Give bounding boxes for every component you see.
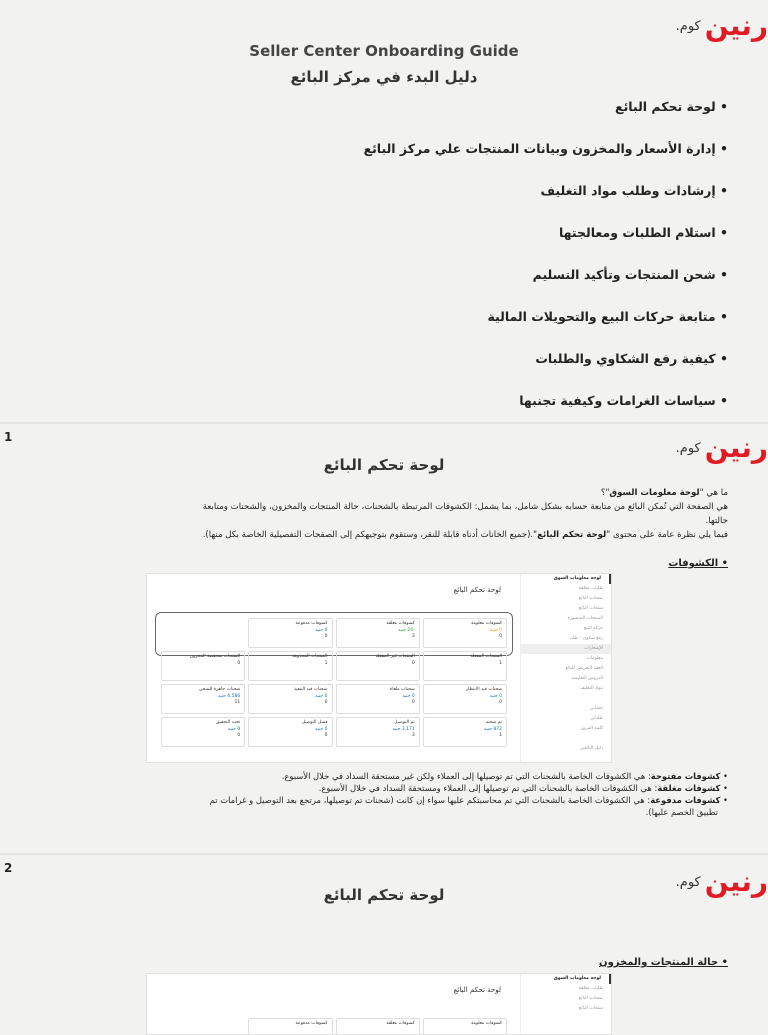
stat-label: المنتجات المفعلة (470, 654, 502, 659)
intro-question-bold: لوحة معلومات السوق (609, 488, 700, 498)
sidebar-nav-item[interactable]: طلباتي (590, 716, 603, 721)
toc-item[interactable]: • لوحة تحكم البائع (364, 99, 728, 141)
sidebar-nav-item[interactable]: حسابي (589, 706, 603, 711)
stat-card[interactable] (161, 651, 245, 681)
brand-suffix: .كوم (675, 18, 701, 34)
stat-amount: -24 جنيه (398, 628, 415, 633)
toc-item[interactable]: • سياسات الغرامات وكيفية تجنبها (364, 393, 728, 435)
sidebar-nav-item[interactable]: كلمة المرور (580, 726, 603, 731)
stats-grid (161, 618, 507, 747)
stat-count: 11 (234, 700, 241, 705)
stat-label: المنتجات المحذوفة (292, 654, 328, 659)
definition-term: كشوفات مفتوحة (650, 771, 721, 781)
stat-card[interactable] (248, 684, 332, 714)
page-separator (0, 422, 768, 424)
intro-line: حالتها. (705, 516, 728, 526)
stat-label: شحنات جاهزة للشحن (199, 687, 241, 692)
sidebar-nav-item[interactable]: طلبات معلقة (578, 586, 603, 591)
screenshot-sidebar (520, 974, 611, 1034)
brand-name: رنين (704, 431, 768, 464)
stat-card[interactable] (248, 651, 332, 681)
stat-label: فشل التوصيل (301, 720, 328, 725)
sidebar-nav-item[interactable]: معلومات (586, 656, 603, 661)
stat-label: كشوفات معلومة (471, 621, 502, 626)
screenshot-sidebar (520, 574, 611, 762)
section-heading-products: • حالة المنتجات والمخزون (599, 957, 728, 968)
stat-label: المنتجات غير المفعلة (375, 654, 415, 659)
definition-text: : هي الكشوفات الخاصة بالشحنات التي تم توصيلها إلى العملاء ومستحقة السداد في خلال الأسبوع. (318, 783, 658, 793)
stat-label: شحنات قيد التنفيذ (293, 687, 328, 692)
stat-amount: 3,171 جنيه (392, 727, 415, 732)
stat-label: كشوفات مدفوعة (295, 1021, 328, 1026)
sidebar-nav-item[interactable]: الإشعارات (521, 644, 611, 654)
stat-card[interactable] (336, 651, 420, 681)
sidebar-nav-item[interactable]: رفع شكوى - طلب (568, 636, 603, 641)
page-separator (0, 853, 768, 855)
stat-count: 0 (237, 661, 241, 666)
definition-text: : هي الكشوفات الخاصة بالشحنات التي تم محاسبتكم عليها سواء إن كانت (شحنات تم توصيلها، مرتجع بعد التوصيل و غرامات تم (209, 795, 651, 805)
stat-card[interactable] (336, 717, 420, 747)
section-title: لوحة تحكم البائع (323, 456, 445, 474)
stat-card[interactable] (423, 684, 507, 714)
definition-item (28, 794, 728, 806)
stat-card[interactable] (248, 717, 332, 747)
sidebar-nav-item[interactable]: لوحة معلومات السوق (521, 974, 611, 984)
brand-suffix: .كوم (675, 440, 701, 456)
brand-name: رنين (704, 9, 768, 42)
toc-item[interactable]: • متابعة حركات البيع والتحويلات المالية (364, 309, 728, 351)
toc-item[interactable]: • إدارة الأسعار والمخزون وبيانات المنتجات علي مركز البائع (364, 141, 728, 183)
intro-line3-prefix: فيما يلي نظرة عامة على محتوى " (606, 530, 728, 540)
definition-text: : هي الكشوفات الخاصة بالشحنات التي تم توصيلها إلى العملاء ولكن غير مستحقة السداد في خلال الأسبوع. (281, 771, 651, 781)
stat-count: 0 (411, 700, 415, 705)
toc-item[interactable]: • كيفية رفع الشكاوي والطلبات (364, 351, 728, 393)
sidebar-nav-item[interactable] (521, 694, 611, 704)
intro-line: هي الصفحة التي تُمكن البائع من متابعة حسابه بشكل شامل، بما يشمل: الكشوفات المرتبطة بالشحنات، حالة المنتجات والمخزون، والشحنات ومتابعة (202, 502, 728, 512)
sidebar-nav-item[interactable]: دليل البائعين (579, 746, 603, 751)
stat-label: كشوفات معلقة (386, 1021, 415, 1026)
brand-logo (675, 9, 768, 42)
stat-amount: 0 جنيه (315, 727, 328, 732)
sidebar-nav-item[interactable]: لوحة معلومات السوق (521, 574, 611, 584)
stat-label: تم شحنه (485, 720, 502, 725)
definition-item (28, 770, 728, 782)
stat-card[interactable] (423, 717, 507, 747)
sidebar-nav-item[interactable]: حركة البيع (584, 626, 603, 631)
stat-label: تم التوصيل (394, 720, 415, 725)
stat-card[interactable] (423, 651, 507, 681)
definition-term: كشوفات مغلقة (657, 783, 721, 793)
stat-card[interactable] (336, 1018, 420, 1035)
stat-count: 0 (237, 733, 241, 738)
intro-line3-suffix: ".(جميع الخانات أدناه قابلة للنقر، وستقوم بتوجيهكم إلى الصفحات التفصيلية الخاصة بكل منها). (202, 530, 538, 540)
stat-count: 1 (499, 733, 502, 738)
statement-definitions (28, 770, 728, 818)
sidebar-nav-item[interactable]: العقد التعريفي للبائع (565, 666, 603, 671)
stat-amount: 6,586 جنيه (218, 694, 241, 699)
stat-label: تحت التحقيق (215, 720, 241, 725)
sidebar-nav-item[interactable]: مواد التغليف (579, 686, 603, 691)
stat-count: 0 (411, 661, 415, 666)
definition-item (28, 782, 728, 794)
stat-amount: 0 جنيه (489, 694, 502, 699)
stat-label: كشوفات مدفوعة (295, 621, 328, 626)
stat-amount: 0 جنيه (315, 628, 328, 633)
dashboard-screenshot (146, 973, 612, 1035)
stat-card[interactable] (161, 684, 245, 714)
stat-count: 3 (411, 733, 415, 738)
guide-title-ar: دليل البدء في مركز البائع (290, 68, 478, 86)
dashboard-screenshot (146, 573, 612, 763)
stat-count: 1 (324, 661, 328, 666)
stat-amount: 0 جنيه (402, 694, 415, 699)
table-of-contents (364, 99, 728, 435)
definition-continuation: تطبيق الخصم عليها). (645, 807, 718, 817)
brand-name: رنين (704, 865, 768, 898)
intro-question-prefix: ما هي " (699, 488, 728, 498)
stat-card[interactable] (248, 618, 332, 648)
stat-count: 0 (324, 700, 328, 705)
stat-label: شحنات ملغاة (389, 687, 415, 692)
stat-count: 3 (411, 634, 415, 639)
stat-count: 0 (324, 634, 328, 639)
toc-item[interactable]: • إرشادات وطلب مواد التغليف (364, 183, 728, 225)
intro-text (28, 486, 728, 542)
stat-count: 0 (499, 634, 502, 639)
stat-label: كشوفات معلومة (471, 1021, 502, 1026)
section-title: لوحة تحكم البائع (323, 886, 445, 904)
sidebar-nav-item[interactable] (521, 734, 611, 744)
intro-line3-bold: لوحة تحكم البائع (537, 530, 607, 540)
stat-count: 1 (499, 661, 502, 666)
screenshot-title: لوحة تحكم البائع (453, 586, 501, 594)
stat-amount: 0 جنيه (228, 727, 241, 732)
stat-label: شحنات قيد الانتظار (465, 687, 502, 692)
stat-label: كشوفات معلقة (386, 621, 415, 626)
stat-amount: 0 جنيه (315, 694, 328, 699)
stat-label: المنتجات منخفضة المخزون (189, 654, 241, 659)
stat-amount: 0 جنيه (489, 628, 502, 633)
sidebar-nav-item[interactable]: شحنات البائع (578, 596, 603, 601)
stat-amount: 872 جنيه (484, 727, 502, 732)
stat-card[interactable] (423, 1018, 507, 1035)
stat-card[interactable] (423, 618, 507, 648)
sidebar-nav-item[interactable]: شحنات البائع (578, 996, 603, 1001)
sidebar-nav-item[interactable]: طلبات معلقة (578, 986, 603, 991)
definition-term: كشوفات مدفوعة (650, 795, 721, 805)
stat-card[interactable] (161, 717, 245, 747)
section-heading-statements: • الكشوفات (668, 558, 728, 569)
stat-card[interactable] (336, 684, 420, 714)
page-number: 1 (4, 430, 13, 444)
screenshot-title: لوحة تحكم البائع (453, 986, 501, 994)
stat-count: 0 (324, 733, 328, 738)
page-number: 2 (4, 861, 13, 875)
stat-card[interactable] (336, 618, 420, 648)
brand-suffix: .كوم (675, 874, 701, 890)
sidebar-nav-item[interactable]: المنتجات المنشورة (567, 616, 603, 621)
intro-question-suffix: "؟ (600, 488, 610, 498)
guide-title-en: Seller Center Onboarding Guide (249, 42, 519, 60)
stat-count: 0 (499, 700, 502, 705)
sidebar-nav-item[interactable]: منتجات البائع (578, 606, 603, 611)
stat-card[interactable] (248, 1018, 332, 1035)
stats-grid (161, 1018, 507, 1035)
toc-item[interactable]: • شحن المنتجات وتأكيد التسليم (364, 267, 728, 309)
sidebar-nav-item[interactable]: منتجات البائع (578, 1006, 603, 1011)
toc-item[interactable]: • استلام الطلبات ومعالجتها (364, 225, 728, 267)
sidebar-nav-item[interactable]: الدروس التعليمية (571, 676, 603, 681)
